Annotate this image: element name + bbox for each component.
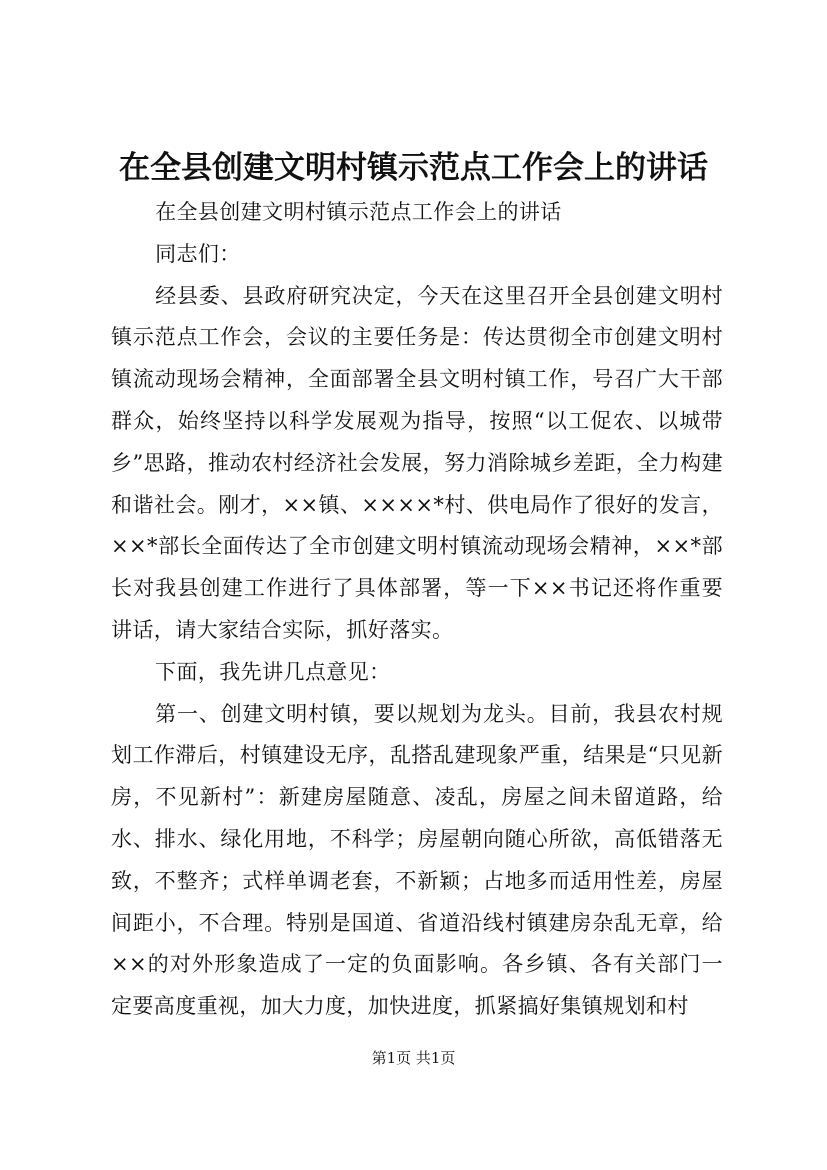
paragraph-intro: 经县委、县政府研究决定，今天在这里召开全县创建文明村镇示范点工作会，会议的主要任务是：传达贯彻全市创建文明村镇流动现场会精神，全面部署全县文明村镇工作，号召广大干部群众，始终坚持以科学发展观为指导，按照“以工促农、以城带乡”思路，推动农村经济社会发展，努力消除城乡差距，全力构建和谐社会。刚才，××镇、××××*村、供电局作了很好的发言，××*部长全面传达了全市创建文明村镇流动现场会精神，××*部长对我县创建工作进行了具体部署，等一下××书记还将作重要讲话，请大家结合实际，抓好落实。 <box>111 283 723 642</box>
paragraph-point-one: 第一、创建文明村镇，要以规划为龙头。目前，我县农村规划工作滞后，村镇建设无序，乱搭乱建现象严重，结果是“只见新房，不见新村”：新建房屋随意、凌乱，房屋之间未留道路，给水、排水、绿化用地，不科学；房屋朝向随心所欲，高低错落无致，不整齐；式样单调老套，不新颖；占地多而适用性差，房屋间距小，不合理。特别是国道、省道沿线村镇建房杂乱无章，给××的对外形象造成了一定的负面影响。各乡镇、各有关部门一定要高度重视，加大力度，加快进度，抓紧搞好集镇规划和村 <box>111 701 723 1019</box>
page-number-footer: 第1页 共1页 <box>371 1049 456 1067</box>
document-title: 在全县创建文明村镇示范点工作会上的讲话 <box>119 150 708 186</box>
paragraph-transition: 下面，我先讲几点意见： <box>155 659 391 684</box>
paragraph-subtitle: 在全县创建文明村镇示范点工作会上的讲话 <box>155 200 562 224</box>
document-body <box>111 192 723 1028</box>
paragraph-salutation: 同志们： <box>155 241 241 266</box>
